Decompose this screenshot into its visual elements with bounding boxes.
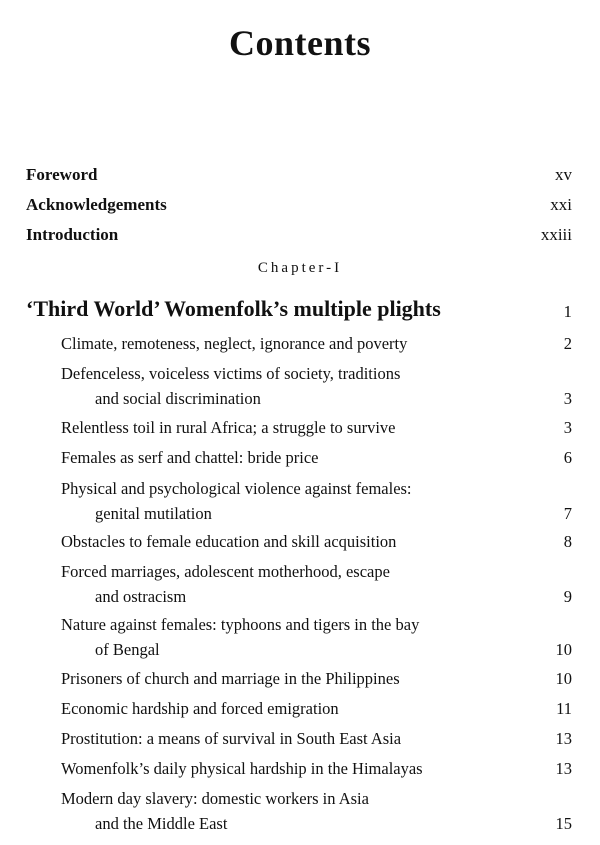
toc-entry-title: Modern day slavery: domestic workers in Asia — [61, 789, 369, 808]
toc-entry — [61, 361, 572, 411]
toc-entry — [61, 476, 572, 526]
toc-entry-page: 11 — [556, 699, 572, 718]
toc-entry-page: xxiii — [540, 225, 572, 244]
toc-entry-page: 3 — [563, 389, 572, 408]
toc-entry-title: Economic hardship and forced emigration — [61, 699, 339, 718]
toc-entry-title: Forced marriages, adolescent motherhood, escape — [61, 562, 390, 581]
chapter-label: Chapter-I — [257, 260, 343, 276]
toc-entry — [61, 445, 572, 470]
toc-entry-title: Relentless toil in rural Africa; a struggle to survive — [61, 418, 396, 437]
toc-entry-page: 7 — [563, 504, 572, 523]
toc-entry-page: 6 — [563, 448, 572, 467]
toc-entry — [61, 331, 572, 356]
toc-entry-acknowledgements — [26, 195, 572, 219]
toc-entry-title-continued: and ostracism — [95, 587, 187, 606]
toc-entry-title: Defenceless, voiceless victims of society, traditions — [61, 364, 401, 383]
toc-entry-page: 8 — [563, 532, 572, 551]
chapter-page: 1 — [563, 302, 572, 321]
toc-entry-page: 10 — [555, 640, 572, 659]
toc-entry-page: xxi — [550, 195, 572, 214]
toc-entry — [61, 612, 572, 662]
toc-entry-page: 13 — [555, 729, 572, 748]
toc-entry — [61, 786, 572, 836]
toc-entry-title: Prisoners of church and marriage in the Philippines — [61, 669, 400, 688]
toc-entry — [61, 726, 572, 751]
toc-entry-title: Womenfolk’s daily physical hardship in the Himalayas — [61, 759, 423, 778]
toc-entry-title: Introduction — [26, 225, 119, 244]
toc-entry — [61, 529, 572, 554]
toc-entry-title: Foreword — [26, 165, 98, 184]
toc-entry-page: xv — [555, 165, 572, 184]
toc-entry-title: Acknowledgements — [26, 195, 167, 214]
toc-entry-title: Climate, remoteness, neglect, ignorance and poverty — [61, 334, 408, 353]
toc-entry-title: Nature against females: typhoons and tigers in the bay — [61, 615, 420, 634]
toc-entry-page: 15 — [555, 814, 572, 833]
toc-entry — [61, 696, 572, 721]
chapter-title: ‘Third World’ Womenfolk’s multiple plights — [26, 296, 441, 321]
toc-entry-title: Females as serf and chattel: bride price — [61, 448, 319, 467]
toc-entry-title: Physical and psychological violence against females: — [61, 479, 412, 498]
toc-entry-title-continued: and social discrimination — [95, 389, 261, 408]
toc-entry-title-continued: genital mutilation — [95, 504, 212, 523]
toc-entry-page: 9 — [563, 587, 572, 606]
toc-entry-page: 3 — [563, 418, 572, 437]
toc-entry-introduction — [26, 225, 572, 249]
toc-entry — [61, 666, 572, 691]
toc-entry-title: Obstacles to female education and skill acquisition — [61, 532, 397, 551]
toc-entry-title-continued: of Bengal — [95, 640, 160, 659]
toc-entry — [61, 559, 572, 609]
chapter-heading — [26, 296, 572, 326]
toc-entry-title: Prostitution: a means of survival in South East Asia — [61, 729, 402, 748]
toc-entry-title-continued: and the Middle East — [95, 814, 228, 833]
toc-entry — [61, 756, 572, 781]
toc-entry-page: 2 — [563, 334, 572, 353]
toc-entry-page: 10 — [555, 669, 572, 688]
page-title: Contents — [228, 23, 371, 63]
toc-entry-page: 13 — [555, 759, 572, 778]
toc-entry-foreword — [26, 165, 572, 189]
toc-entry — [61, 415, 572, 440]
